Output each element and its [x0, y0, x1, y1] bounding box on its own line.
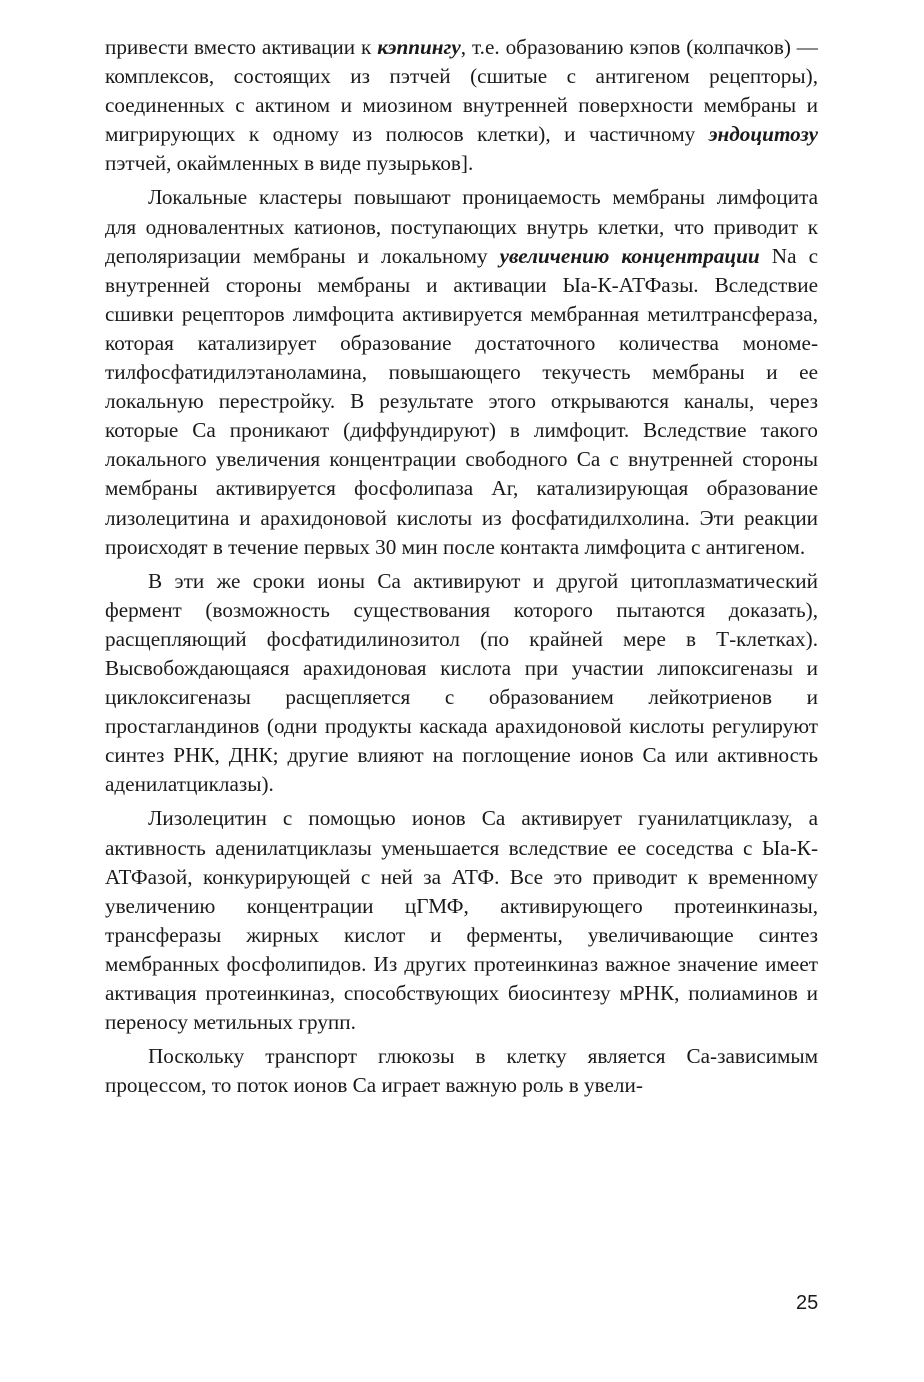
paragraph [105, 567, 818, 800]
text-run: Лизолецитин с помощью ионов Са активирует гуанилатциклазу, а активность аденилатциклазы уменьшается вследствие ее соседства с Ыа-К-АТФазой, конкурирующей с ней за АТФ. Все это приводит к временному увеличению концентрации цГМФ, активирующего протеинкиназы, трансферазы жирных кислот и ферменты, увеличивающие синтез мембранных фосфолипидов. Из других протеинкиназ важное значение имеет активация протеинкиназ, способствующих биосинтезу мРНК, полиаминов и переносу метильных групп. [105, 806, 818, 1035]
text-run: Поскольку транспорт глюкозы в клетку является Са-зависимым процессом, то поток ионов Са играет важную роль в увели- [105, 1044, 818, 1098]
paragraph [105, 804, 818, 1037]
text-run: , т.е. образованию кэпов (колпачков) —комплексов, состоящих из пэтчей (сшитые с антигеном рецепторы), соединенных с актином и миозином внутренней поверхности мембраны и мигрирующих к одному из полюсов клетки), и частичному [105, 35, 818, 147]
text-run: пэтчей, окаймленных в виде пузырьков]. [105, 151, 474, 176]
paragraph [105, 33, 818, 178]
text-run: В эти же сроки ионы Са активируют и другой цитоплазматический фермент (возможность существования которого пытаются доказать), расщепляющий фосфатидилинозитол (по крайней мере в Т-клетках). Высвобождающаяся арахидоновая кислота при участии липоксигеназы и циклоксигеназы расщепляется с образованием лейкотриенов и простагландинов (одни продукты каскада арахидоновой кислоты регулируют синтез РНК, ДНК; другие влияют на поглощение ионов Са или активность аденилатциклазы). [105, 568, 818, 797]
page-body [105, 33, 818, 1105]
text-run: Na с внутренней стороны мембраны и активации Ыа-К-АТФазы. Вследствие сшивки рецепторов лимфоцита активируется мембранная метилтрансфераза, которая катализирует образование достаточного количества монометилфосфатидилэтаноламина, повышающего текучесть мембраны и ее локальную перестройку. В результате этого открываются каналы, через которые Са проникают (диффундируют) в лимфоцит. Вследствие такого локального увеличения концентрации свободного Са с внутренней стороны мембраны активируется фосфолипаза Аг, катализирующая образование лизолецитина и арахидоновой кислоты из фосфатидилхолина. Эти реакции происходят в течение первых 30 мин после контакта лимфоцита с антигеном. [105, 243, 818, 559]
emphasized-term: эндоцитозу [708, 122, 818, 147]
text-run: Локальные кластеры повышают проницаемость мембраны лимфоцита для одновалентных катионов, поступающих внутрь клетки, что приводит к деполяризации мембраны и локальному [105, 185, 818, 268]
paragraph [105, 1042, 818, 1100]
text-run: привести вместо активации к [105, 35, 378, 59]
page-number: 25 [796, 1292, 819, 1314]
emphasized-term: кэппингу [377, 35, 461, 59]
paragraph [105, 183, 818, 561]
emphasized-term: увеличению концентрации [499, 243, 760, 268]
